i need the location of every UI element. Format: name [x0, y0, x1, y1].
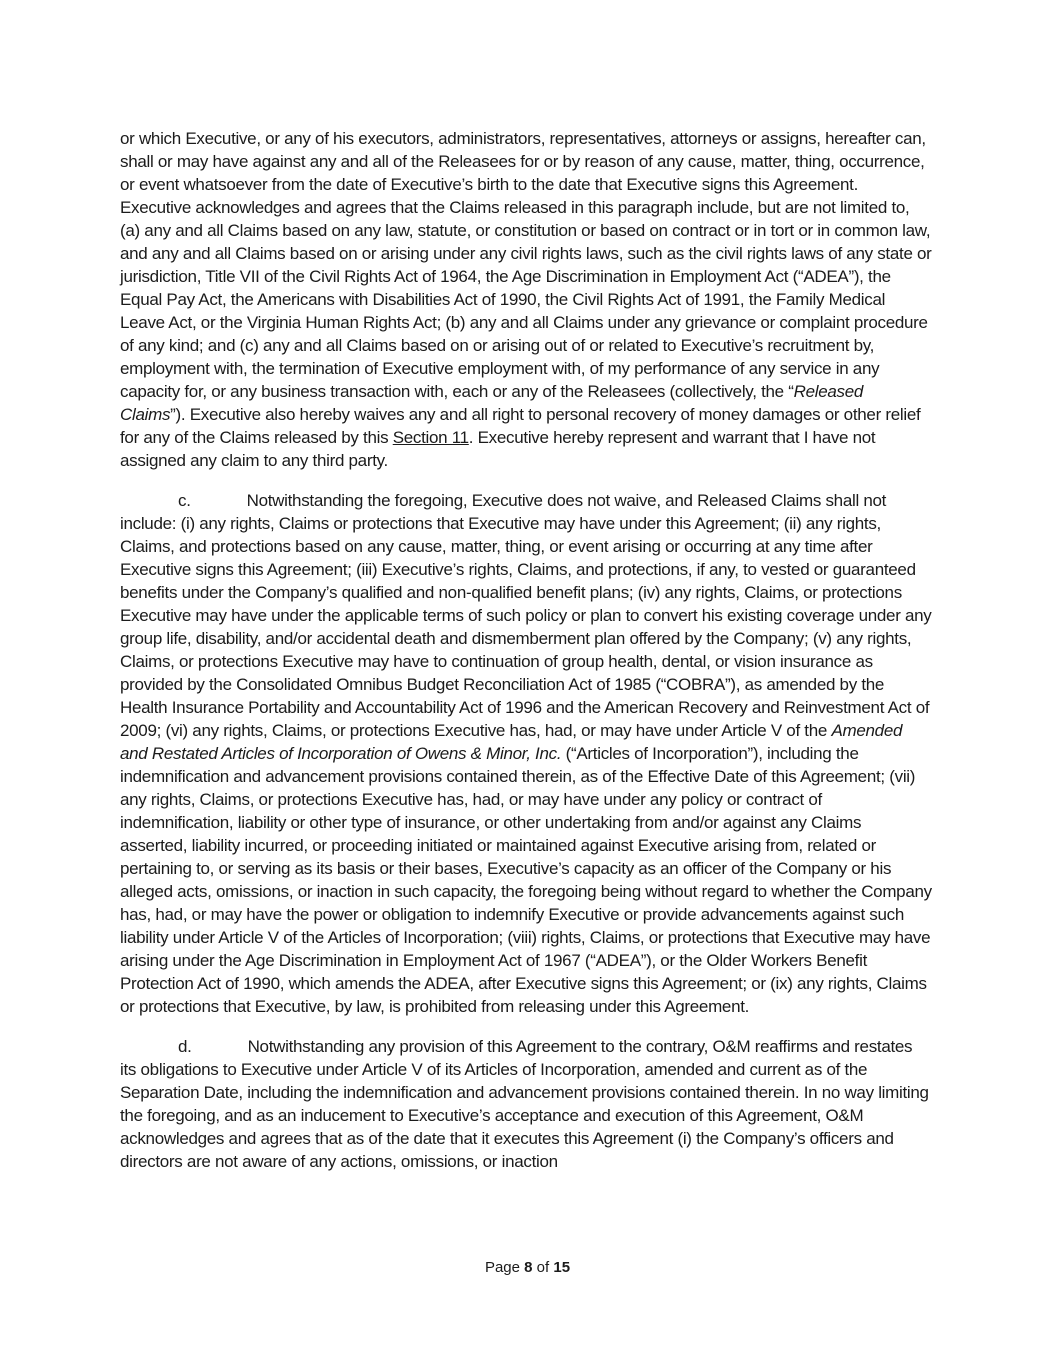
footer-text-segment: Page: [484, 1259, 525, 1276]
text-segment-normal: Notwithstanding the foregoing, Executive does not waive, and Released Claims shall not include: (i) any rights, Claims or protections that Executive may have under this Agreement; (ii) any rights, Claims, and protections based on any cause, matter, thing, or event arising or occurring at any time after Executive signs this Agreement; (iii) Executive’s rights, Claims, and protections, if any, to vested or guaranteed benefits under the Company’s qualified and non-qualified benefit plans; (iv) any rights, Claims, or protections Executive may have under the applicable terms of such policy or plan to convert his existing coverage under any group life, disability, and/or accidental death and dismemberment plan offered by the Company; (v) any rights, Claims, or protections Executive may have to continuation of group health, dental, or vision insurance as provided by the Consolidated Omnibus Budget Reconciliation Act of 1985 (“COBRA”), as amended by the Health Insurance Portability and Accountability Act of 1996 and the American Recovery and Reinvestment Act of 2009; (vi) any rights, Claims, or protections Executive has, had, or may have under Article V of the: [120, 491, 932, 740]
text-segment-italic: Amended and Restated Articles of Incorporation of Owens & Minor, Inc.: [120, 721, 903, 763]
footer-text-segment: of: [532, 1259, 554, 1276]
text-segment-normal: ”). Executive also hereby waives any and all right to personal recovery of money damages or other relief for any of the Claims released by this: [120, 405, 921, 447]
footer-text-segment: 15: [553, 1259, 571, 1276]
paragraph-label: c.: [178, 491, 191, 510]
page-footer: [0, 1258, 1055, 1278]
paragraph-label: d.: [178, 1037, 192, 1056]
footer-text-segment: 8: [524, 1259, 533, 1276]
paragraph-c: [120, 489, 932, 1018]
paragraph-release-continuation: [120, 127, 932, 472]
text-segment-normal: or which Executive, or any of his executors, administrators, representatives, attorneys or assigns, hereafter can, shall or may have against any and all of the Releasees for or by reason of any cause, matter, thing, occurrence, or event whatsoever from the date of Executive’s birth to the date that Executive signs this Agreement. Executive acknowledges and agrees that the Claims released in this paragraph include, but are not limited to, (a) any and all Claims based on any law, statute, or constitution or based on contract or in tort or in common law, and any and all Claims based on or arising under any civil rights laws, such as the civil rights laws of any state or jurisdiction, Title VII of the Civil Rights Act of 1964, the Age Discrimination in Employment Act (“ADEA”), the Equal Pay Act, the Americans with Disabilities Act of 1990, the Civil Rights Act of 1991, the Family Medical Leave Act, or the Virginia Human Rights Act; (b) any and all Claims under any grievance or complaint procedure of any kind; and (c) any and all Claims based on or arising out of or related to Executive’s recruitment by, employment with, the termination of Executive employment with, of my performance of any service in any capacity for, or any business transaction with, each or any of the Releasees (collectively, the “: [120, 129, 932, 401]
text-segment-italic: Released Claims: [120, 382, 864, 424]
text-segment-underline: Section 11: [392, 428, 469, 447]
text-segment-normal: (“Articles of Incorporation”), including the indemnification and advancement provisions contained therein, as of the Effective Date of this Agreement; (vii) any rights, Claims, or protections Executive has, had, or may have under any policy or contract of indemnification, liability or other type of insurance, or other undertaking from and/or against any Claims asserted, liability incurred, or proceeding initiated or maintained against Executive arising from, related or pertaining to, or serving as its basis or their bases, Executive’s capacity as an officer of the Company or his alleged acts, omissions, or inaction in such capacity, the foregoing being without regard to whether the Company has, had, or may have the power or obligation to indemnify Executive or provide advancements against such liability under Article V of the Articles of Incorporation; (viii) rights, Claims, or protections that Executive may have arising under the Age Discrimination in Employment Act of 1967 (“ADEA”), or the Older Workers Benefit Protection Act of 1990, which amends the ADEA, after Executive signs this Agreement; or (ix) any rights, Claims or protections that Executive, by law, is prohibited from releasing under this Agreement.: [120, 744, 932, 1016]
document-body: [120, 127, 932, 1190]
text-segment-normal: . Executive hereby represent and warrant that I have not assigned any claim to any third party.: [120, 428, 876, 470]
paragraph-d: [120, 1035, 932, 1173]
text-segment-normal: Notwithstanding any provision of this Agreement to the contrary, O&M reaffirms and restates its obligations to Executive under Article V of its Articles of Incorporation, amended and current as of the Separation Date, including the indemnification and advancement provisions contained therein. In no way limiting the foregoing, and as an inducement to Executive’s acceptance and execution of this Agreement, O&M acknowledges and agrees that as of the date that it executes this Agreement (i) the Company’s officers and directors are not aware of any actions, omissions, or inaction: [120, 1037, 929, 1171]
